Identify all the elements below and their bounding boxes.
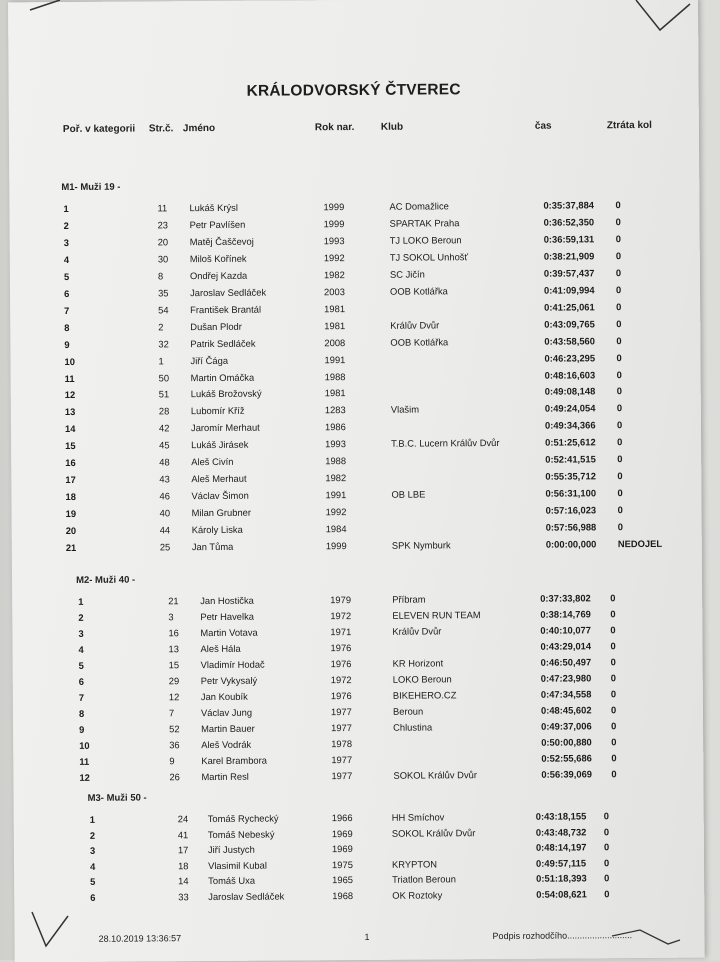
cell-loss: 0: [610, 624, 616, 636]
cell-time: 0:54:08,621: [536, 888, 587, 900]
cell-pos: 4: [78, 643, 84, 655]
cell-pos: 6: [78, 675, 85, 687]
cell-name: Tomáš Rychecký: [207, 812, 279, 825]
cell-name: Ondřej Kazda: [189, 269, 248, 281]
category-heading: M1- Muži 19 -: [61, 181, 121, 194]
cell-year: 1975: [331, 858, 353, 870]
cell-club: Králův Dvůr: [392, 625, 442, 637]
cell-pos: 2: [63, 219, 69, 231]
cell-loss: 0: [610, 640, 616, 652]
cell-name: Aleš Merhaut: [191, 472, 247, 485]
cell-loss: 0: [603, 825, 610, 837]
cell-pos: 15: [65, 440, 76, 452]
cell-name: Lukáš Jirásek: [191, 439, 249, 451]
cell-pos: 12: [79, 771, 90, 783]
cell-loss: 0: [603, 841, 610, 853]
cell-time: 0:39:57,437: [543, 267, 595, 279]
cell-year: 1981: [324, 387, 346, 399]
cell-loss: 0: [610, 704, 617, 716]
cell-time: 0:47:34,558: [540, 688, 592, 700]
cell-name: Martin Resl: [201, 770, 249, 783]
cell-bib: 9: [169, 755, 175, 767]
pen-mark-bottom-right: [612, 930, 680, 944]
cell-year: 1999: [325, 540, 347, 552]
cell-club: LOKO Beroun: [392, 673, 452, 685]
cell-name: Jaroslav Sedláček: [208, 890, 285, 903]
cell-time: 0:51:25,612: [545, 436, 596, 448]
cell-bib: 8: [157, 270, 164, 282]
cell-time: 0:52:41,515: [545, 453, 596, 465]
cell-pos: 18: [65, 491, 76, 503]
cell-time: 0:57:16,023: [545, 504, 597, 516]
cell-club: OB LBE: [391, 488, 426, 500]
cell-club: OOB Kotlářka: [390, 335, 449, 348]
header-name: Jméno: [182, 122, 216, 135]
cell-loss: 0: [611, 752, 617, 764]
cell-loss: 0: [617, 470, 623, 482]
cell-pos: 6: [90, 891, 96, 903]
cell-bib: 44: [159, 524, 171, 536]
cell-bib: 3: [168, 611, 174, 623]
referee-signature-line: Podpis rozhodčího..........................: [492, 930, 633, 942]
header-position: Poř. v kategorii: [62, 123, 136, 136]
print-timestamp: 28.10.2019 13:36:57: [98, 933, 182, 944]
cell-pos: 3: [78, 627, 84, 639]
cell-year: 2008: [324, 336, 346, 348]
cell-club: Vlašim: [390, 403, 420, 416]
cell-time: 0:37:33,802: [540, 592, 591, 604]
cell-name: Aleš Civín: [191, 456, 234, 468]
cell-loss: 0: [615, 199, 621, 211]
cell-loss: 0: [610, 688, 617, 700]
cell-pos: 9: [64, 338, 70, 350]
cell-loss: 0: [616, 419, 623, 431]
cell-pos: 11: [64, 372, 75, 384]
cell-club: Králův Dvůr: [390, 319, 440, 331]
cell-year: 1979: [330, 594, 352, 606]
cell-year: 1988: [325, 455, 347, 467]
cell-bib: 45: [159, 439, 170, 451]
cell-year: 1971: [330, 626, 352, 638]
cell-club: TJ SOKOL Unhošť: [389, 251, 469, 263]
cell-club: Beroun: [392, 705, 424, 717]
cell-name: Vladimír Hodač: [200, 658, 265, 671]
cell-name: Jan Koubík: [200, 690, 248, 703]
cell-year: 1977: [331, 722, 352, 734]
cell-bib: 33: [178, 891, 189, 903]
cell-time: 0:49:08,148: [544, 385, 596, 398]
cell-time: 0:55:35,712: [545, 470, 596, 482]
cell-name: Patrik Sedláček: [190, 337, 256, 349]
cell-time: 0:48:16,603: [544, 368, 596, 381]
cell-loss: 0: [617, 453, 623, 465]
cell-loss: 0: [617, 487, 623, 499]
cell-loss: 0: [616, 402, 623, 414]
cell-bib: 20: [157, 236, 169, 248]
cell-year: 1988: [324, 370, 346, 382]
page-title: KRÁLODVORSKÝ ČTVEREC: [246, 81, 461, 100]
cell-pos: 20: [65, 524, 77, 537]
cell-name: Károly Liska: [191, 523, 243, 536]
cell-club: KR Horizont: [392, 657, 444, 669]
cell-pos: 5: [78, 659, 84, 671]
cell-time: 0:00:00,000: [545, 538, 597, 550]
cell-bib: 7: [168, 707, 175, 719]
cell-pos: 4: [90, 860, 96, 872]
cell-year: 1984: [325, 523, 347, 535]
cell-year: 1993: [325, 438, 346, 450]
cell-time: 0:41:25,061: [544, 301, 595, 313]
cell-name: Petr Havelka: [200, 610, 255, 623]
cell-loss: 0: [616, 300, 622, 312]
cell-time: 0:40:10,077: [540, 624, 592, 636]
cell-club: ELEVEN RUN TEAM: [392, 609, 481, 621]
cell-bib: 2: [158, 320, 164, 333]
cell-loss: 0: [617, 504, 623, 516]
cell-pos: 14: [64, 423, 76, 435]
cell-pos: 19: [65, 508, 77, 520]
cell-name: Matěj Čaščevoj: [189, 235, 254, 248]
cell-bib: 35: [157, 287, 169, 299]
cell-name: Tomáš Nebeský: [207, 828, 275, 840]
cell-year: 1982: [325, 472, 347, 484]
header-time: čas: [534, 120, 552, 132]
cell-time: 0:43:18,155: [535, 810, 587, 822]
cell-name: Petr Pavlíšen: [189, 218, 246, 231]
cell-club: SPK Nymburk: [391, 539, 451, 551]
cell-time: 0:49:37,006: [541, 720, 592, 732]
cell-name: Martin Bauer: [201, 722, 255, 735]
cell-loss: 0: [616, 317, 622, 329]
cell-loss: 0: [615, 266, 622, 278]
cell-time: 0:41:09,994: [543, 284, 595, 296]
cell-pos: 1: [78, 595, 84, 607]
cell-bib: 25: [159, 541, 171, 553]
cell-pos: 17: [65, 474, 76, 486]
cell-loss: 0: [615, 233, 621, 245]
cell-year: 1976: [330, 690, 352, 702]
cell-pos: 2: [89, 829, 96, 841]
cell-pos: 1: [63, 202, 69, 215]
cell-loss: 0: [611, 720, 617, 732]
cell-bib: 42: [158, 422, 170, 434]
cell-bib: 26: [169, 771, 180, 783]
cell-year: 1978: [331, 738, 353, 750]
cell-name: Karel Brambora: [201, 754, 267, 767]
cell-name: Aleš Vodrák: [201, 738, 252, 751]
cell-time: 0:51:18,393: [536, 872, 587, 885]
cell-year: 1968: [332, 890, 354, 902]
cell-year: 1999: [323, 218, 345, 230]
cell-year: 1981: [324, 302, 346, 314]
cell-club: SOKOL Králův Dvůr: [393, 769, 477, 781]
cell-year: 1972: [330, 674, 352, 686]
cell-club: SOKOL Králův Dvůr: [391, 826, 476, 839]
cell-bib: 43: [159, 473, 170, 485]
cell-bib: 1: [158, 354, 164, 366]
header-birth-year: Rok nar.: [314, 121, 355, 134]
cell-bib: 29: [168, 675, 180, 687]
cell-pos: 21: [65, 541, 77, 554]
category-heading: M2- Muži 40 -: [76, 574, 136, 586]
cell-time: 0:56:39,069: [541, 768, 593, 780]
cell-year: 1993: [323, 234, 345, 247]
cell-name: Jan Tůma: [191, 540, 234, 553]
cell-name: Tomáš Uxa: [208, 875, 256, 887]
header-lap-loss: Ztráta kol: [606, 119, 652, 132]
cell-time: 0:46:23,295: [544, 351, 596, 364]
cell-club: T.B.C. Lucern Králův Dvůr: [391, 437, 500, 450]
cell-time: 0:46:50,497: [540, 656, 592, 668]
cell-name: Jan Hostička: [200, 594, 254, 607]
cell-time: 0:47:23,980: [540, 672, 592, 684]
cell-time: 0:43:29,014: [540, 640, 592, 652]
header-club: Klub: [380, 121, 404, 133]
cell-loss: 0: [616, 351, 622, 363]
cell-bib: 16: [168, 627, 179, 639]
cell-club: OK Roztoky: [392, 889, 443, 901]
cell-pos: 7: [78, 691, 85, 703]
cell-pos: 7: [64, 304, 70, 316]
cell-loss: 0: [610, 608, 616, 620]
cell-loss: 0: [611, 736, 617, 748]
cell-bib: 41: [177, 828, 189, 840]
cell-year: 1977: [330, 706, 352, 718]
cell-pos: 3: [89, 845, 96, 857]
cell-club: OOB Kotlářka: [389, 285, 448, 297]
cell-bib: 50: [158, 371, 170, 383]
cell-club: TJ LOKO Beroun: [389, 234, 462, 246]
cell-bib: 11: [157, 202, 168, 214]
cell-time: 0:38:14,769: [540, 608, 591, 620]
cell-year: 1972: [330, 610, 352, 622]
cell-year: 1986: [324, 421, 346, 433]
cell-year: 1981: [324, 319, 346, 331]
cell-time: 0:36:59,131: [543, 233, 595, 245]
cell-name: Miloš Kořínek: [189, 252, 247, 264]
header-start-number: Str.č.: [148, 123, 174, 135]
cell-loss: 0: [615, 216, 621, 228]
cell-time: 0:50:00,880: [541, 736, 592, 748]
cell-time: 0:35:37,884: [543, 199, 595, 211]
cell-name: Martin Omáčka: [190, 371, 255, 383]
cell-pos: 2: [78, 611, 84, 623]
cell-loss: 0: [615, 249, 622, 262]
cell-name: Václav Šimon: [191, 489, 249, 502]
cell-year: 1969: [331, 827, 353, 839]
cell-name: Jiří Čága: [190, 354, 229, 366]
cell-club: BIKEHERO.CZ: [392, 689, 457, 701]
cell-club: HH Smíchov: [391, 811, 445, 823]
cell-bib: 23: [157, 219, 169, 231]
cell-club: SC Jičín: [389, 268, 425, 280]
cell-bib: 32: [158, 337, 169, 349]
cell-bib: 51: [158, 388, 170, 400]
cell-name: Vlasimil Kubal: [207, 859, 267, 871]
cell-pos: 5: [63, 270, 70, 282]
cell-name: Lukáš Krýsl: [189, 201, 238, 214]
cell-year: 1966: [331, 812, 353, 824]
cell-year: 1977: [331, 770, 353, 782]
cell-bib: 24: [177, 813, 189, 825]
cell-time: 0:48:14,197: [535, 841, 587, 853]
cell-year: 1982: [323, 268, 345, 281]
cell-bib: 12: [168, 691, 180, 703]
cell-bib: 40: [159, 507, 171, 519]
cell-loss: 0: [610, 672, 616, 684]
cell-name: Lubomír Kříž: [190, 405, 245, 417]
cell-bib: 36: [169, 739, 180, 751]
cell-name: Milan Grubner: [191, 506, 252, 519]
cell-pos: 8: [78, 707, 85, 719]
cell-bib: 13: [168, 643, 180, 655]
cell-bib: 18: [177, 859, 189, 872]
cell-time: 0:49:24,054: [544, 402, 596, 415]
pen-mark-top-left: [30, 0, 60, 10]
cell-year: 1992: [325, 506, 347, 518]
cell-year: 1992: [323, 251, 345, 264]
cell-bib: 46: [159, 490, 170, 502]
cell-pos: 11: [79, 755, 90, 767]
cell-year: 1976: [330, 642, 352, 654]
cell-pos: 10: [64, 355, 75, 367]
cell-loss: 0: [604, 888, 610, 900]
cell-name: Aleš Hála: [200, 642, 241, 655]
cell-pos: 3: [63, 236, 69, 248]
cell-loss: 0: [610, 656, 616, 668]
cell-name: Petr Vykysalý: [200, 674, 258, 687]
cell-bib: 54: [158, 303, 169, 316]
cell-loss: 0: [616, 368, 622, 380]
cell-loss: 0: [617, 436, 623, 448]
cell-bib: 48: [159, 456, 170, 468]
cell-loss: 0: [617, 521, 623, 533]
cell-time: 0:43:09,765: [544, 317, 595, 330]
cell-name: Jaroslav Sedláček: [189, 286, 267, 298]
cell-loss: 0: [615, 283, 622, 295]
cell-name: Václav Jung: [200, 706, 253, 719]
cell-loss: 0: [603, 857, 610, 869]
cell-bib: 28: [158, 405, 170, 417]
cell-club: Chlustina: [393, 721, 433, 733]
cell-year: 1283: [324, 404, 346, 416]
cell-name: Lukáš Brožovský: [190, 388, 262, 400]
cell-club: SPARTAK Praha: [389, 217, 460, 229]
cell-loss: 0: [611, 768, 617, 780]
cell-name: František Brantál: [190, 303, 262, 315]
cell-bib: 30: [157, 253, 169, 265]
cell-time: 0:57:56,988: [545, 521, 597, 533]
category-heading: M3- Muži 50 -: [87, 792, 147, 804]
cell-loss: 0: [603, 810, 609, 822]
cell-time: 0:52:55,686: [541, 752, 592, 764]
cell-time: 0:43:58,560: [544, 334, 595, 347]
cell-pos: 9: [79, 723, 85, 735]
cell-year: 1999: [323, 201, 345, 213]
cell-pos: 1: [89, 813, 95, 825]
cell-club: Triatlon Beroun: [392, 873, 456, 886]
cell-time: 0:36:52,350: [543, 216, 595, 228]
page-number: 1: [364, 931, 370, 942]
pen-mark-top-right: [636, 0, 690, 30]
cell-year: 1976: [330, 658, 352, 670]
cell-pos: 6: [64, 287, 70, 299]
cell-loss: 0: [616, 334, 622, 346]
cell-loss: NEDOJEL: [617, 537, 663, 550]
cell-pos: 8: [64, 321, 70, 333]
cell-bib: 14: [178, 875, 189, 887]
cell-year: 1965: [332, 874, 354, 886]
cell-name: Dušan Plodr: [190, 320, 242, 332]
cell-loss: 0: [610, 592, 616, 604]
cell-loss: 0: [604, 872, 610, 884]
cell-time: 0:56:31,100: [545, 487, 597, 499]
cell-year: 2003: [323, 285, 345, 297]
cell-pos: 5: [90, 876, 96, 888]
cell-bib: 52: [169, 723, 180, 735]
cell-pos: 16: [65, 457, 76, 469]
cell-loss: 0: [616, 385, 622, 397]
cell-time: 0:48:45,602: [540, 704, 592, 716]
cell-pos: 13: [64, 406, 76, 418]
cell-name: Martin Votava: [200, 626, 258, 639]
cell-bib: 17: [177, 844, 189, 856]
cell-time: 0:49:34,366: [544, 419, 596, 432]
cell-time: 0:43:48,732: [535, 825, 587, 838]
cell-club: Příbram: [392, 593, 426, 605]
cell-time: 0:49:57,115: [535, 857, 587, 869]
pen-mark-bottom-left: [32, 912, 68, 946]
cell-year: 1991: [324, 353, 346, 365]
cell-year: 1969: [331, 843, 353, 855]
cell-bib: 21: [168, 595, 179, 607]
cell-name: Jiří Justych: [207, 843, 255, 856]
cell-pos: 12: [64, 389, 76, 401]
cell-time: 0:38:21,909: [543, 250, 595, 262]
cell-year: 1991: [325, 489, 347, 501]
cell-name: Jaromír Merhaut: [190, 422, 260, 434]
cell-pos: 4: [63, 253, 70, 265]
cell-club: KRYPTON: [391, 858, 438, 870]
cell-year: 1977: [331, 754, 353, 766]
cell-pos: 10: [79, 739, 90, 751]
cell-bib: 15: [168, 659, 180, 671]
cell-club: AC Domažlice: [389, 200, 449, 212]
